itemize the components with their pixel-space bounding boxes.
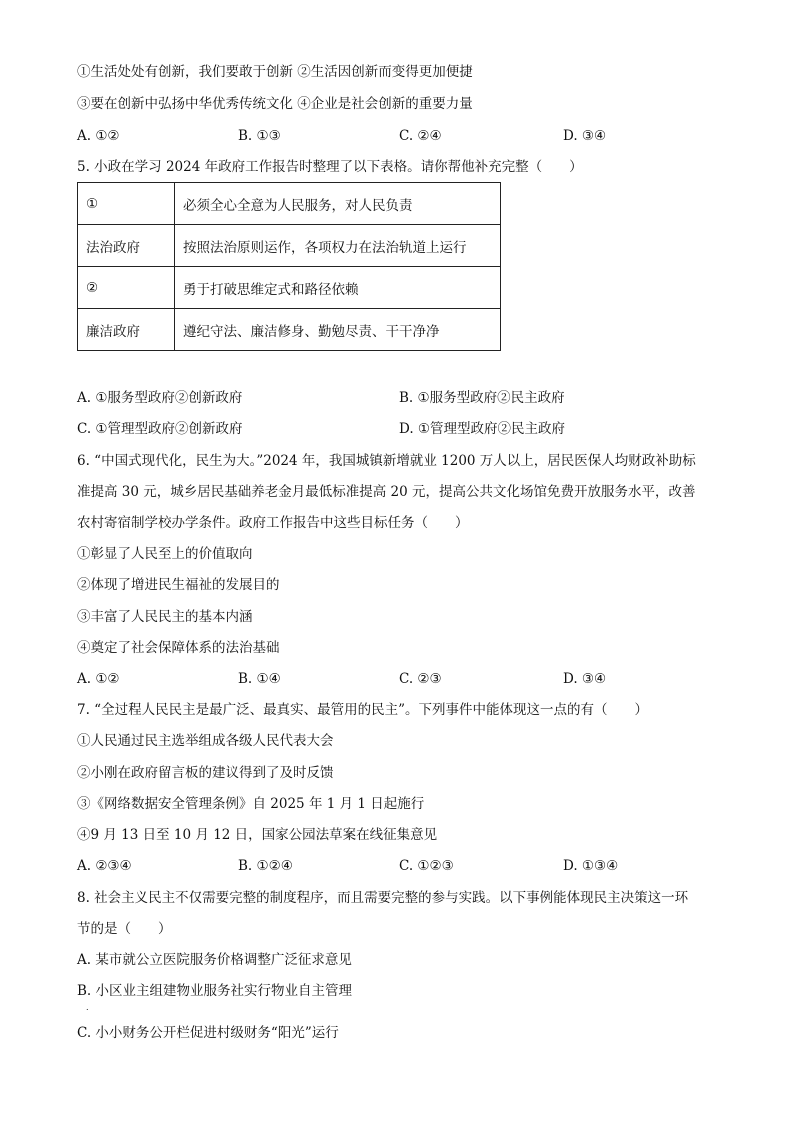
q4-option-b[interactable]: B. ①③ <box>238 128 281 144</box>
q8-option-b[interactable]: B. 小区业主组建物业服务社实行物业自主管理 <box>77 983 353 999</box>
table-cell-type: ② <box>78 267 175 309</box>
q7-item: ③《网络数据安全管理条例》自 2025 年 1 月 1 日起施行 <box>77 796 425 812</box>
q5-option-c[interactable]: C. ①管理型政府②创新政府 <box>77 421 243 437</box>
statement-line: ①生活处处有创新，我们要敢于创新 ②生活因创新而变得更加便捷 <box>77 64 473 80</box>
table-row <box>78 183 501 225</box>
table-cell-type: ① <box>78 183 175 225</box>
government-table <box>77 182 501 351</box>
q7-item: ④9 月 13 日至 10 月 12 日，国家公园法草案在线征集意见 <box>77 827 438 843</box>
statement-line: ③要在创新中弘扬中华优秀传统文化 ④企业是社会创新的重要力量 <box>77 96 473 112</box>
table-row <box>78 309 501 351</box>
q4-option-a[interactable]: A. ①② <box>77 128 120 144</box>
q6-item: ③丰富了人民民主的基本内涵 <box>77 609 253 625</box>
q7-option-d[interactable]: D. ①③④ <box>563 858 619 874</box>
q7-item: ②小刚在政府留言板的建议得到了及时反馈 <box>77 765 334 781</box>
q7-option-a[interactable]: A. ②③④ <box>77 858 132 874</box>
q5-options-row2 <box>77 419 717 439</box>
q4-options <box>77 126 717 146</box>
q6-stem-line: 准提高 30 元，城乡居民基础养老金月最低标准提高 20 元，提高公共文化场馆免费开放服务水平，改善 <box>77 484 696 500</box>
q8-option-c[interactable]: C. 小小财务公开栏促进村级财务“阳光”运行 <box>77 1025 339 1041</box>
q7-option-c[interactable]: C. ①②③ <box>399 858 454 874</box>
q5-options-row1 <box>77 388 717 408</box>
table-cell-type: 廉洁政府 <box>78 309 175 351</box>
table-row <box>78 267 501 309</box>
q6-option-b[interactable]: B. ①④ <box>238 671 281 687</box>
table-cell-desc: 按照法治原则运作，各项权力在法治轨道上运行 <box>175 225 501 267</box>
q8-option-a[interactable]: A. 某市就公立医院服务价格调整广泛征求意见 <box>77 952 352 968</box>
q6-stem-line: 农村寄宿制学校办学条件。政府工作报告中这些目标任务（ ） <box>77 515 469 531</box>
q5-option-a[interactable]: A. ①服务型政府②创新政府 <box>77 390 243 406</box>
table-cell-type: 法治政府 <box>78 225 175 267</box>
table-cell-desc: 遵纪守法、廉洁修身、勤勉尽责、干干净净 <box>175 309 501 351</box>
q7-option-b[interactable]: B. ①②④ <box>238 858 293 874</box>
q6-option-a[interactable]: A. ①② <box>77 671 120 687</box>
q6-item: ①彰显了人民至上的价值取向 <box>77 546 253 562</box>
q5-option-b[interactable]: B. ①服务型政府②民主政府 <box>399 390 565 406</box>
q6-options <box>77 669 717 689</box>
q5-option-d[interactable]: D. ①管理型政府②民主政府 <box>399 421 566 437</box>
q6-item: ②体现了增进民生福祉的发展目的 <box>77 577 280 593</box>
q5-stem: 5. 小政在学习 2024 年政府工作报告时整理了以下表格。请你帮他补充完整（ ） <box>77 159 583 175</box>
table-cell-desc: 必须全心全意为人民服务，对人民负责 <box>175 183 501 225</box>
stray-mark: . <box>86 1003 89 1012</box>
q4-option-c[interactable]: C. ②④ <box>399 128 442 144</box>
q4-option-d[interactable]: D. ③④ <box>563 128 607 144</box>
q7-stem: 7. “全过程人民民主是最广泛、最真实、最管用的民主”。下列事件中能体现这一点的有（ ） <box>77 702 648 718</box>
q6-option-c[interactable]: C. ②③ <box>399 671 442 687</box>
table-row <box>78 225 501 267</box>
q8-stem-line: 8. 社会主义民主不仅需要完整的制度程序，而且需要完整的参与实践。以下事例能体现民主决策这一环 <box>77 890 689 906</box>
q6-stem-line: 6. “中国式现代化，民生为大。”2024 年，我国城镇新增就业 1200 万人以上，居民医保人均财政补助标 <box>77 453 696 469</box>
q7-item: ①人民通过民主选举组成各级人民代表大会 <box>77 733 334 749</box>
q6-item: ④奠定了社会保障体系的法治基础 <box>77 640 280 656</box>
q6-option-d[interactable]: D. ③④ <box>563 671 607 687</box>
q7-options <box>77 856 717 876</box>
q8-stem-line: 节的是（ ） <box>77 921 172 937</box>
table-cell-desc: 勇于打破思维定式和路径依赖 <box>175 267 501 309</box>
